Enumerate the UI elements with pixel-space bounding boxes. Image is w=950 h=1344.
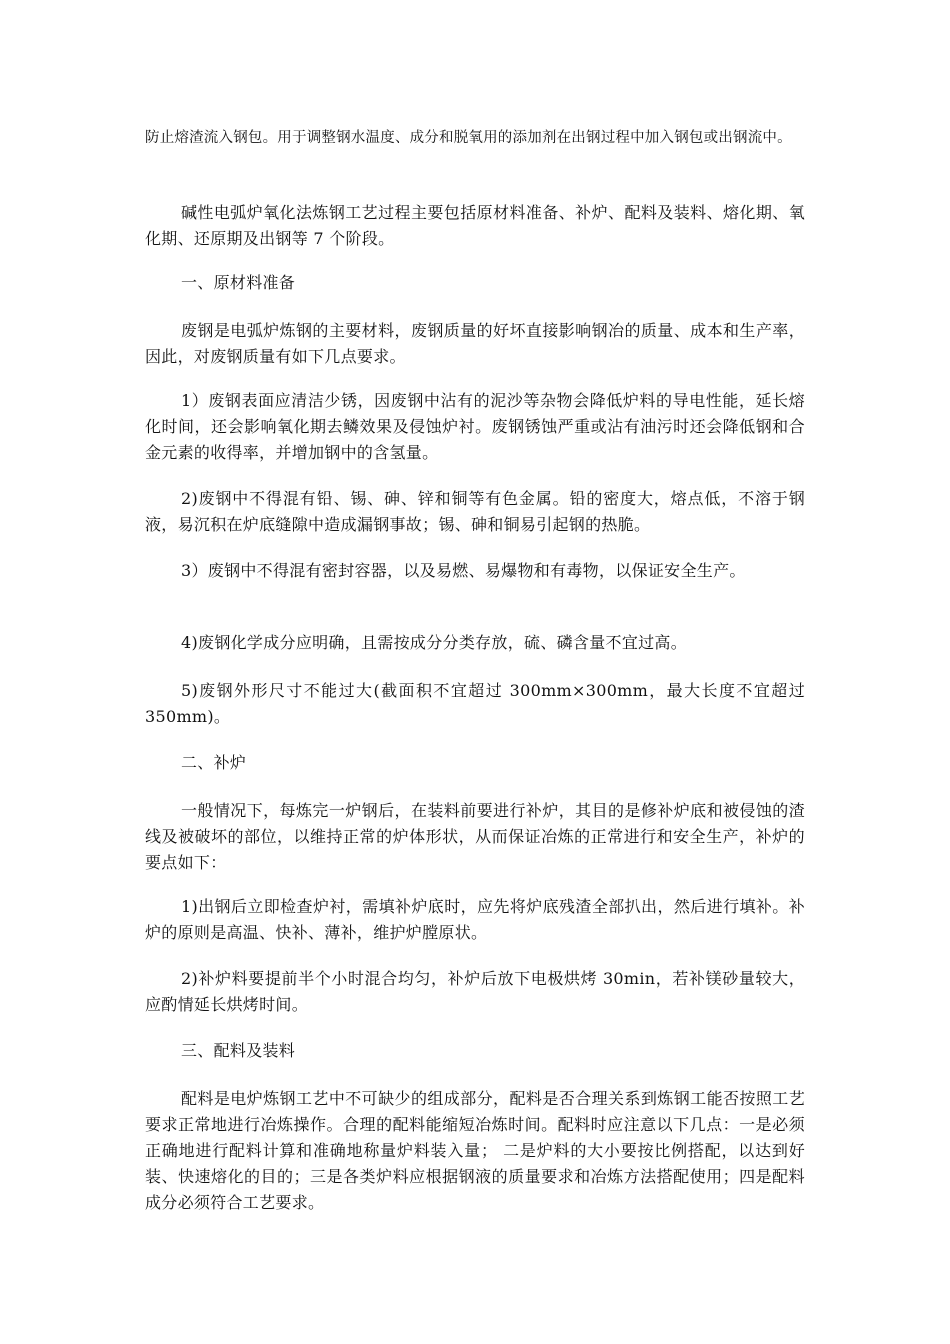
list-item: 1）废钢表面应清洁少锈，因废钢中沾有的泥沙等杂物会降低炉料的导电性能，延长熔化时间，还会影响氧化期去鳞效果及侵蚀炉衬。废钢锈蚀严重或沾有油污时还会降低钢和合金元素的收得率，并增加钢中的含氢量。 xyxy=(145,391,805,462)
section-heading-furnace-repair: 二、补炉 xyxy=(181,753,247,772)
list-item: 2)补炉料要提前半个小时混合均匀，补炉后放下电极烘烤 30min，若补镁砂量较大，应酌情延长烘烤时间。 xyxy=(145,969,805,1014)
list-item: 1)出钢后立即检查炉衬，需填补炉底时，应先将炉底残渣全部扒出，然后进行填补。补炉的原则是高温、快补、薄补，维护炉膛原状。 xyxy=(145,897,805,942)
list-item: 4)废钢化学成分应明确，且需按成分分类存放，硫、磷含量不宜过高。 xyxy=(181,633,688,652)
overview-paragraph: 碱性电弧炉氧化法炼钢工艺过程主要包括原材料准备、补炉、配料及装料、熔化期、氧化期、还原期及出钢等 7 个阶段。 xyxy=(145,203,805,248)
furnace-repair-intro: 一般情况下，每炼完一炉钢后，在装料前要进行补炉，其目的是修补炉底和被侵蚀的渣线及被破坏的部位，以维持正常的炉体形状，从而保证冶炼的正常进行和安全生产，补炉的要点如下： xyxy=(145,801,805,872)
list-item: 2)废钢中不得混有铅、锡、砷、锌和铜等有色金属。铅的密度大，熔点低，不溶于钢液，易沉积在炉底缝隙中造成漏钢事故；锡、砷和铜易引起钢的热脆。 xyxy=(145,489,805,534)
section-heading-batching-charging: 三、配料及装料 xyxy=(181,1041,296,1060)
list-item: 5)废钢外形尺寸不能过大(截面积不宜超过 300mm×300mm，最大长度不宜超过 350mm)。 xyxy=(145,681,805,726)
section-heading-raw-materials: 一、原材料准备 xyxy=(181,273,296,292)
batching-intro: 配料是电炉炼钢工艺中不可缺少的组成部分，配料是否合理关系到炼钢工能否按照工艺要求正常地进行冶炼操作。合理的配料能缩短冶炼时间。配料时应注意以下几点：一是必须正确地进行配料计算和准确地称量炉料装入量； 二是炉料的大小要按比例搭配，以达到好装、快速熔化的目的；三是各类炉料应根据钢液的质量要求和冶炼方法搭配使用；四是配料成分必须符合工艺要求。 xyxy=(145,1089,805,1212)
raw-materials-intro: 废钢是电弧炉炼钢的主要材料，废钢质量的好坏直接影响钢冶的质量、成本和生产率，因此，对废钢质量有如下几点要求。 xyxy=(145,321,805,366)
intro-fragment: 防止熔渣流入钢包。用于调整钢水温度、成分和脱氧用的添加剂在出钢过程中加入钢包或出钢流中。 xyxy=(145,130,792,146)
list-item: 3）废钢中不得混有密封容器，以及易燃、易爆物和有毒物，以保证安全生产。 xyxy=(181,561,746,580)
